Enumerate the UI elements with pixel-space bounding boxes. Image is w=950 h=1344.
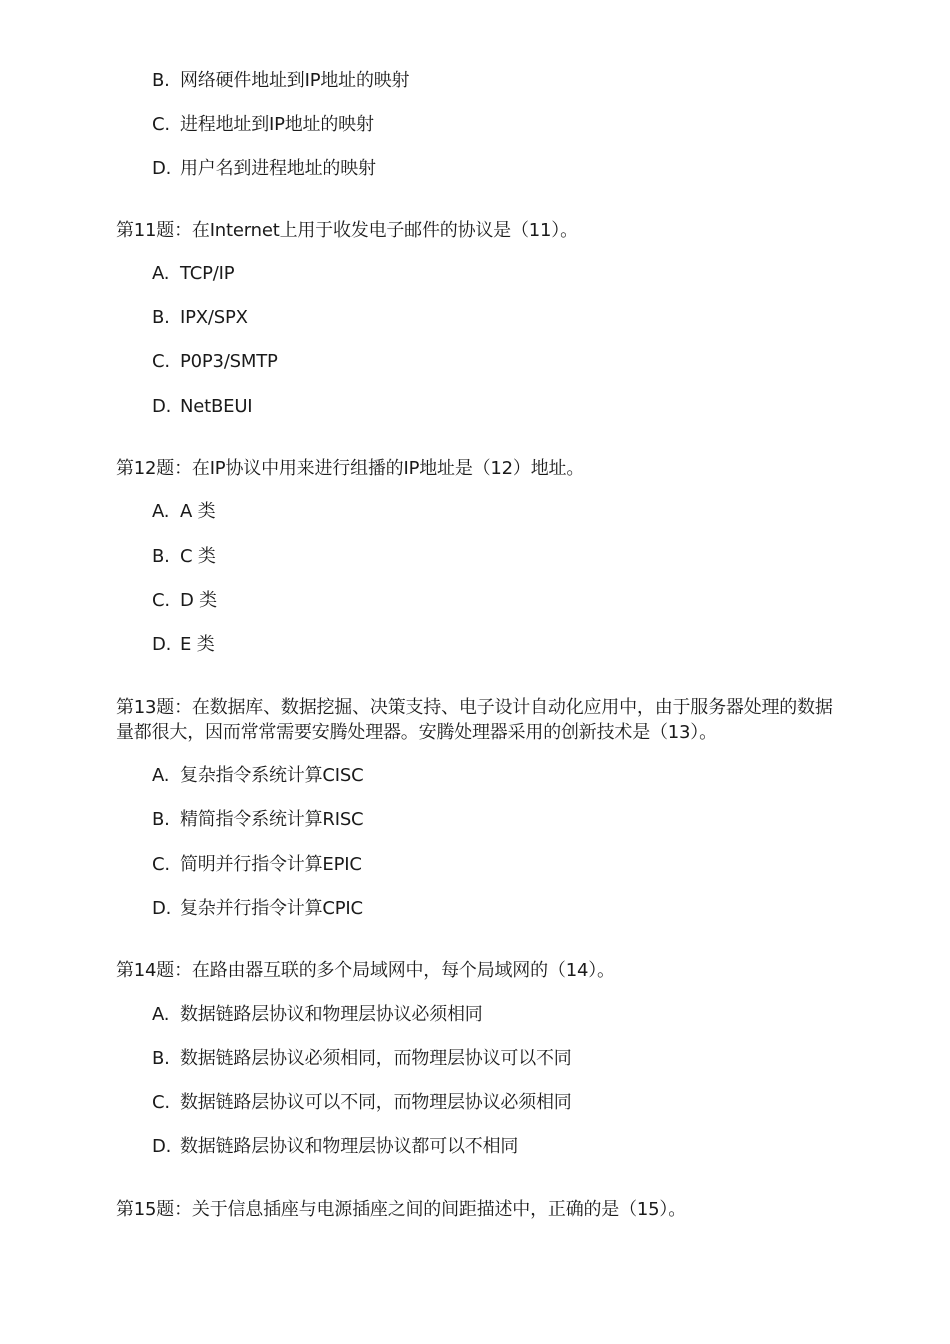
q11-option-c [152,350,892,374]
option-text: 数据链路层协议必须相同，而物理层协议可以不同 [180,1048,572,1069]
option-text: A 类 [180,501,216,522]
option-text: 简明并行指令计算EPIC [180,854,362,875]
option-text: 数据链路层协议和物理层协议必须相同 [180,1004,483,1025]
q11-option-a [152,262,892,286]
option-letter: D. [152,898,172,919]
option-letter: D. [152,1136,172,1157]
question-13-stem-line-2: 量都很大，因而常常需要安腾处理器。安腾处理器采用的创新技术是（13）。 [116,722,717,743]
option-letter: D. [152,158,172,179]
prev-option-b [152,69,892,93]
q14-option-b [152,1047,892,1071]
option-text: 数据链路层协议可以不同，而物理层协议必须相同 [180,1092,572,1113]
option-letter: A. [152,263,170,284]
q14-option-c [152,1091,892,1115]
option-text: P0P3/SMTP [180,351,278,372]
option-text: 精简指令系统计算RISC [180,809,364,830]
option-letter: A. [152,501,170,522]
option-text: 用户名到进程地址的映射 [180,158,376,179]
option-text: IPX/SPX [180,307,248,328]
option-letter: C. [152,590,170,611]
option-letter: C. [152,351,170,372]
option-letter: A. [152,765,170,786]
option-letter: A. [152,1004,170,1025]
option-text: 网络硬件地址到IP地址的映射 [180,70,410,91]
q11-option-b [152,306,892,330]
option-letter: C. [152,854,170,875]
option-letter: B. [152,307,170,328]
option-letter: C. [152,114,170,135]
q13-option-b [152,808,892,832]
option-letter: D. [152,396,172,417]
q12-option-c [152,589,892,613]
q14-option-d [152,1135,892,1159]
option-letter: C. [152,1092,170,1113]
prev-option-c [152,113,892,137]
option-text: C 类 [180,546,216,567]
option-letter: D. [152,634,172,655]
q11-option-d [152,395,892,419]
q12-option-d [152,633,892,657]
option-letter: B. [152,809,170,830]
option-text: 数据链路层协议和物理层协议都可以不相同 [180,1136,519,1157]
question-11-stem: 第11题：在Internet上用于收发电子邮件的协议是（11）。 [116,220,578,241]
option-letter: B. [152,1048,170,1069]
question-12-stem: 第12题：在IP协议中用来进行组播的IP地址是（12）地址。 [116,458,585,479]
option-letter: B. [152,546,170,567]
option-text: 复杂指令系统计算CISC [180,765,364,786]
q14-option-a [152,1003,892,1027]
q13-option-d [152,897,892,921]
option-text: NetBEUI [180,396,253,417]
question-13-stem-line-1: 第13题：在数据库、数据挖掘、决策支持、电子设计自动化应用中，由于服务器处理的数据 [116,697,833,718]
option-text: E 类 [180,634,215,655]
option-text: D 类 [180,590,217,611]
q13-option-c [152,853,892,877]
option-text: 进程地址到IP地址的映射 [180,114,374,135]
question-14-stem: 第14题：在路由器互联的多个局域网中，每个局域网的（14）。 [116,960,615,981]
option-text: TCP/IP [180,263,235,284]
q12-option-a [152,500,892,524]
q12-option-b [152,545,892,569]
q13-option-a [152,764,892,788]
option-text: 复杂并行指令计算CPIC [180,898,363,919]
question-15-stem: 第15题：关于信息插座与电源插座之间的间距描述中，正确的是（15）。 [116,1199,687,1220]
option-letter: B. [152,70,170,91]
question-13-stem [116,695,891,745]
prev-option-d [152,157,892,181]
